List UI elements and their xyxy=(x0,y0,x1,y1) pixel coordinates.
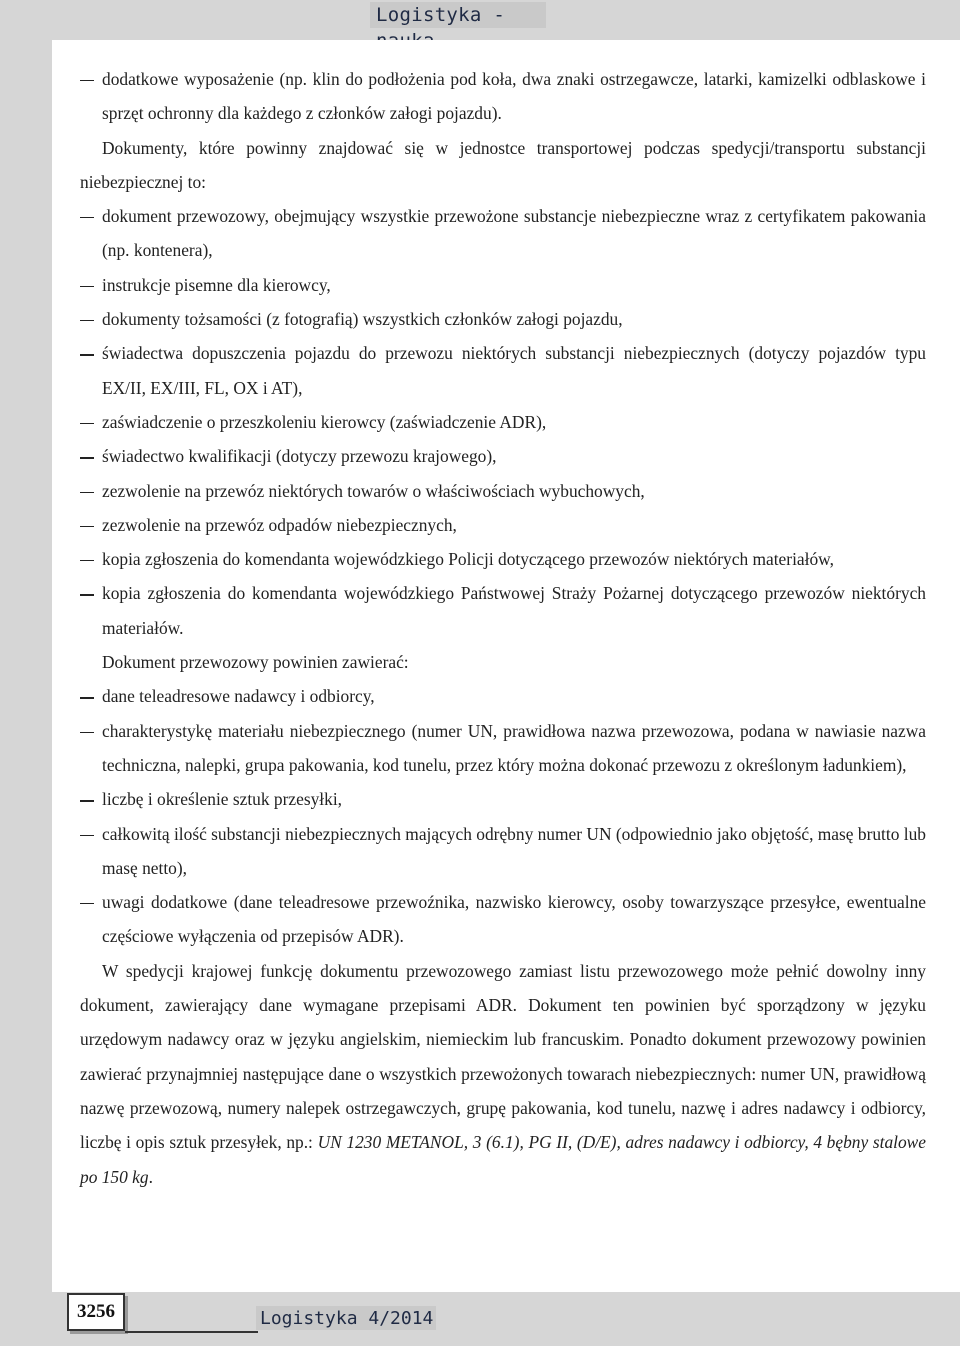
list-item: zaświadczenie o przeszkoleniu kierowcy (zaświadczenie ADR), xyxy=(80,405,926,439)
list-item: instrukcje pisemne dla kierowcy, xyxy=(80,268,926,302)
paragraph-domestic-shipping xyxy=(80,954,926,1194)
list-item: świadectwa dopuszczenia pojazdu do przewozu niektórych substancji niebezpiecznych (dotyczy pojazdów typu EX/II, EX/III, FL, OX i AT), xyxy=(80,336,926,405)
footer-rule xyxy=(125,1331,258,1333)
list-item: kopia zgłoszenia do komendanta wojewódzkiego Policji dotyczącego przewozów niektórych materiałów, xyxy=(80,542,926,576)
list-item: świadectwo kwalifikacji (dotyczy przewozu krajowego), xyxy=(80,439,926,473)
list-item: zezwolenie na przewóz niektórych towarów o właściwościach wybuchowych, xyxy=(80,474,926,508)
paragraph-documents: Dokumenty, które powinny znajdować się w jednostce transportowej podczas spedycji/transportu substancji niebezpiecznej to: xyxy=(80,137,926,192)
paragraph-domestic-end: . xyxy=(148,1166,153,1187)
list-item: całkowitą ilość substancji niebezpiecznych mających odrębny numer UN (odpowiednio jako objętość, masę brutto lub masę netto), xyxy=(80,817,926,886)
paragraph-transport-document: Dokument przewozowy powinien zawierać: xyxy=(102,652,409,673)
list-item: dokumenty tożsamości (z fotografią) wszystkich członków załogi pojazdu, xyxy=(80,302,926,336)
list-item: dane teleadresowe nadawcy i odbiorcy, xyxy=(80,679,926,713)
list-item: kopia zgłoszenia do komendanta wojewódzkiego Państwowej Straży Pożarnej dotyczącego przewozów niektórych materiałów. xyxy=(80,576,926,645)
transport-document-list xyxy=(80,679,926,953)
list-item: liczbę i określenie sztuk przesyłki, xyxy=(80,782,926,816)
list-item: dokument przewozowy, obejmujący wszystkie przewożone substancje niebezpieczne wraz z certyfikatem pakowania (np. kontenera), xyxy=(80,199,926,268)
article-body xyxy=(80,62,926,1194)
page-number: 3256 xyxy=(67,1293,125,1331)
documents-list xyxy=(80,199,926,645)
list-item: uwagi dodatkowe (dane teleadresowe przewoźnika, nazwisko kierowcy, osoby towarzyszące przesyłce, ewentualne częściowe wyłączenia od przepisów ADR). xyxy=(80,885,926,954)
list-item-equipment: dodatkowe wyposażenie (np. klin do podłożenia pod koła, dwa znaki ostrzegawcze, latarki, kamizelki odblaskowe i sprzęt ochronny dla każdego z członków załogi pojazdu). xyxy=(80,62,926,131)
header-title: Logistyka - xyxy=(370,2,546,28)
journal-issue: Logistyka 4/2014 xyxy=(256,1306,436,1330)
example-entry: UN 1230 METANOL, 3 (6.1), PG II, (D/E), adres nadawcy i odbiorcy, 4 bębny stalowe po 150 kg xyxy=(80,1132,927,1187)
header-bar xyxy=(0,0,960,30)
list-item: zezwolenie na przewóz odpadów niebezpiecznych, xyxy=(80,508,926,542)
paragraph-domestic-text: W spedycji krajowej funkcję dokumentu przewozowego zamiast listu przewozowego może pełnić dowolny inny dokument, zawierający dane wymagane przepisami ADR. Dokument ten powinien być sporządzony w języku urzędowym nadawcy oraz w języku angielskim, niemieckim lub francuskim. Ponadto dokument przewozowy powinien zawierać przynajmniej następujące dane o wszystkich przewożonych towarach niebezpiecznych: numer UN, prawidłową nazwę przewozową, numery nalepek ostrzegawczych, grupę pakowania, kod tunelu, nazwę i adres nadawcy i odbiorcy, liczbę i opis sztuk przesyłek, np.: xyxy=(80,960,926,1153)
list-item: charakterystykę materiału niebezpiecznego (numer UN, prawidłowa nazwa przewozowa, podana w nawiasie nazwa techniczna, nalepki, grupa pakowania, kod tunelu, przez który można dokonać przewozu z określonym ładunkiem), xyxy=(80,714,926,783)
